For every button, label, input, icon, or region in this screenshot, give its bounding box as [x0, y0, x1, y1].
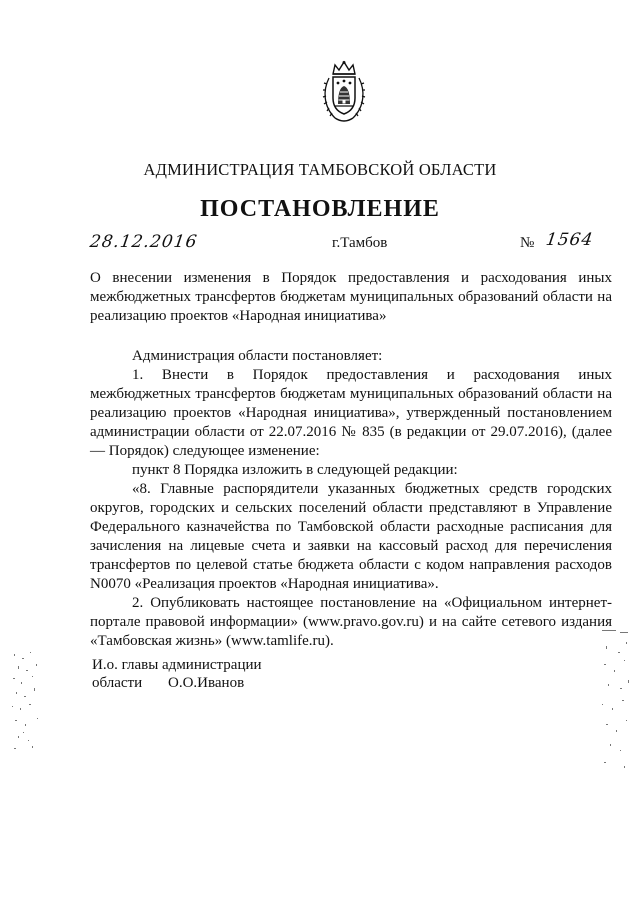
signatory-name: О.О.Иванов [168, 675, 245, 691]
organization-name: АДМИНИСТРАЦИЯ ТАМБОВСКОЙ ОБЛАСТИ [143, 160, 497, 179]
signatory-region: области [92, 675, 143, 691]
body-item-1-point: пункт 8 Порядка изложить в следующей редакции: [132, 462, 458, 478]
scan-noise-left [10, 648, 44, 756]
document-city: г.Тамбов [332, 235, 388, 251]
body-preamble: Администрация области постановляет: [132, 348, 383, 364]
coat-of-arms-emblem-icon [321, 60, 367, 126]
document-number: 1564 [544, 230, 595, 250]
scan-noise-right [596, 626, 636, 776]
document-subject: О внесении изменения в Порядок предоставления и расходования иных межбюджетных трансфертов бюджетам муниципальных образований области на реализацию проектов «Народная инициатива» [90, 270, 612, 324]
body-item-1: 1. Внести в Порядок предоставления и расходования иных межбюджетных трансфертов бюджетам муниципальных образований области на реализацию проектов «Народная инициатива», утвержденный постановлением администрации области от 22.07.2016 № 835 (в редакции от 29.07.2016), (далее — Порядок) следующее изменение: [90, 367, 612, 459]
signatory-title: И.о. главы администрации [92, 657, 262, 673]
body-item-2: 2. Опубликовать настоящее постановление на «Официальном интернет-портале правовой информации» (www.pravo.gov.ru) и на сайте сетевого издания «Тамбовская жизнь» (www.tamlife.ru). [90, 595, 612, 649]
document-date: 28.12.2016 [88, 232, 199, 252]
body-item-1-quote: «8. Главные распорядители указанных бюджетных средств городских округов, городских и сельских поселений области представляют в Управление Федерального казначейства по Тамбовской области расходные расписания для зачисления на лицевые счета и заявки на кассовый расход для перечисления трансфертов по целевой статье бюджета области с кодом направления расходов N0070 «Реализация проектов «Народная инициатива». [90, 481, 612, 592]
document-body [90, 347, 612, 651]
number-sign: № [520, 235, 535, 251]
document-type-title: ПОСТАНОВЛЕНИЕ [200, 196, 440, 222]
